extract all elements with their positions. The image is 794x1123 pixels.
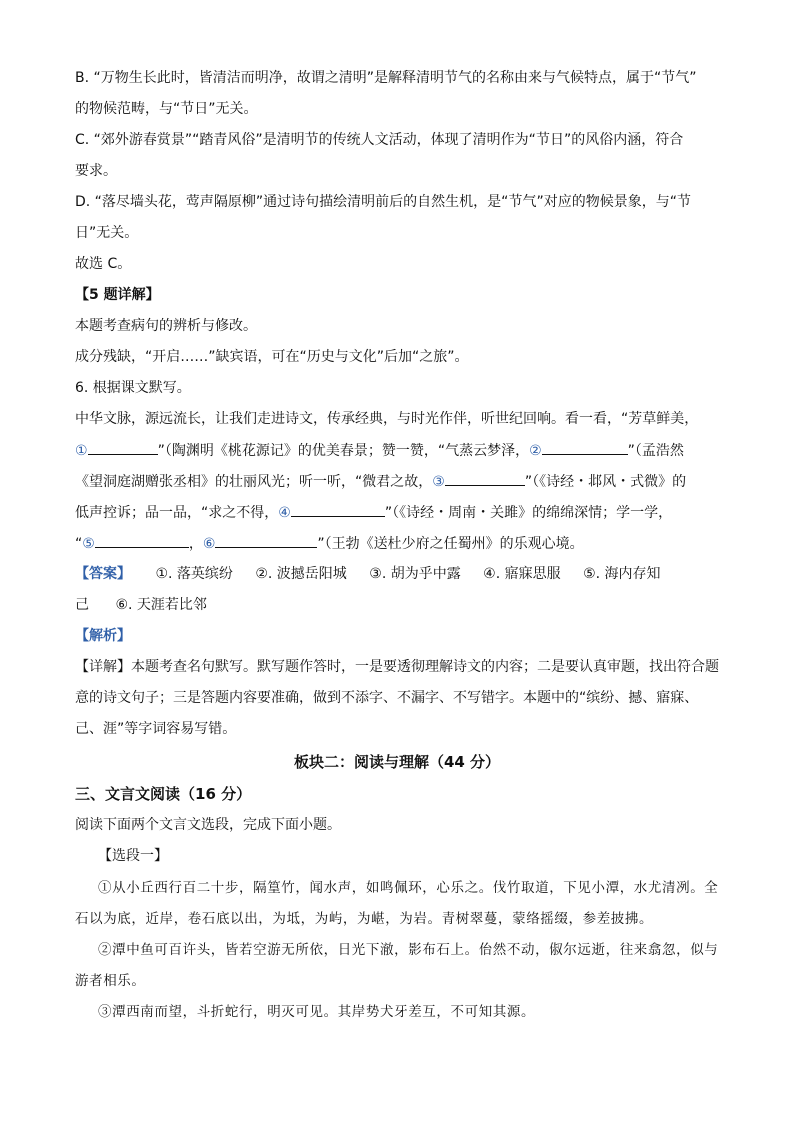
part3-title: 三、文言文阅读（16 分） [75, 785, 252, 803]
q6-paragraph-line-1: 中华文脉，源远流长，让我们走进诗文，传承经典，与时光作伴，听世纪回响。看一看，“芳草鲜美， [75, 411, 699, 427]
blank-5[interactable] [95, 533, 189, 548]
q6-text: ， [188, 536, 203, 552]
blank-3[interactable] [445, 471, 525, 486]
blank-marker-4: ④ [278, 505, 291, 521]
blank-4[interactable] [291, 502, 385, 517]
option-d-line-1: D. “落尽墙头花，莺声隔原柳”通过诗句描绘清明前后的自然生机，是“节气”对应的物候景象，与“节 [75, 194, 691, 210]
answer-item: ①. 落英缤纷 [155, 566, 233, 582]
option-c-line-1: C. “郊外游春赏景”“踏青风俗”是清明节的传统人文活动，体现了清明作为“节日”的风俗内涵，符合 [75, 132, 684, 148]
excerpt1-line-2: 石以为底，近岸，卷石底以出，为坻，为屿，为嵁，为岩。青树翠蔓，蒙络摇缀，参差披拂。 [75, 911, 654, 927]
q6-text: 低声控诉；品一品，“求之不得， [75, 505, 279, 521]
q6-text: 《望洞庭湖赠张丞相》的壮丽风光；听一听，“微君之故， [75, 474, 433, 490]
option-b-line-1: B. “万物生长此时，皆清洁而明净，故谓之清明”是解释清明节气的名称由来与气候特点，属于“节气” [75, 70, 697, 86]
part3-intro: 阅读下面两个文言文选段，完成下面小题。 [75, 817, 341, 833]
blank-marker-6: ⑥ [202, 536, 216, 552]
blank-1[interactable] [88, 440, 158, 455]
q6-text: ”（《诗经・邶风・式微》的 [524, 474, 687, 490]
answer-item: ⑥. 天涯若比邻 [115, 597, 207, 613]
q6-title: 6. 根据课文默写。 [75, 380, 191, 396]
section-title: 板块二：阅读与理解（44 分） [293, 753, 501, 771]
q6-text: “ [75, 536, 83, 552]
option-c-line-2: 要求。 [75, 163, 117, 179]
option-b-line-2: 的物候范畴，与“节日”无关。 [75, 101, 258, 117]
answer-line-1 [75, 564, 661, 584]
blank-marker-2: ② [529, 443, 542, 459]
q6-text: ”（王勃《送杜少府之任蜀州》的乐观心境。 [317, 536, 584, 552]
excerpt1-line-3: ②潭中鱼可百许头，皆若空游无所依，日光下澈，影布石上。佁然不动，俶尔远逝，往来翕忽，似与 [98, 942, 719, 958]
detail-line-2: 意的诗文句子；三是答题内容要准确，做到不添字、不漏字、不写错字。本题中的“缤纷、撼、寤寐、 [75, 690, 699, 706]
answer-item: ④. 寤寐思服 [483, 566, 561, 582]
blank-2[interactable] [542, 440, 628, 455]
q5-line-2: 成分残缺，“开启……”缺宾语，可在“历史与文化”后加“之旅”。 [75, 349, 469, 365]
detail-line-3: 己、涯”等字词容易写错。 [75, 721, 237, 737]
excerpt1-line-5: ③潭西南而望，斗折蛇行，明灭可见。其岸势犬牙差互，不可知其源。 [98, 1004, 536, 1020]
answer-continued: 己 [75, 597, 89, 613]
choose-answer: 故选 C。 [75, 256, 132, 272]
excerpt1-line-4: 游者相乐。 [75, 973, 146, 989]
analysis-label: 【解析】 [75, 628, 131, 644]
excerpt1-line-1: ①从小丘西行百二十步，隔篁竹，闻水声，如鸣佩环，心乐之。伐竹取道，下见小潭，水尤清冽。全 [98, 880, 719, 896]
q6-paragraph-line-3 [75, 471, 686, 492]
blank-marker-5: ⑤ [82, 536, 95, 552]
blank-marker-1: ① [75, 443, 88, 459]
q6-paragraph-line-4 [75, 502, 672, 523]
q6-text: ”（陶渊明《桃花源记》的优美春景；赞一赞，“气蒸云梦泽， [157, 443, 530, 459]
blank-6[interactable] [215, 533, 317, 548]
blank-marker-3: ③ [432, 474, 445, 490]
q5-detail-header: 【5 题详解】 [75, 287, 160, 303]
answer-line-2 [75, 595, 207, 615]
answer-item: ②. 波撼岳阳城 [255, 566, 347, 582]
q5-line-1: 本题考查病句的辨析与修改。 [75, 318, 257, 334]
answer-item: ③. 胡为乎中露 [369, 566, 461, 582]
answer-label: 【答案】 [75, 566, 131, 582]
answer-item: ⑤. 海内存知 [583, 566, 661, 582]
q6-text: ”（孟浩然 [627, 443, 684, 459]
q6-text: ”（《诗经・周南・关雎》的绵绵深情；学一学， [384, 505, 673, 521]
excerpt1-label: 【选段一】 [98, 848, 168, 864]
detail-line-1: 【详解】本题考查名句默写。默写题作答时，一是要透彻理解诗文的内容；二是要认真审题，找出符合题 [75, 659, 719, 675]
q6-paragraph-line-2 [75, 440, 684, 461]
option-d-line-2: 日”无关。 [75, 225, 139, 241]
q6-paragraph-line-5 [75, 533, 584, 554]
